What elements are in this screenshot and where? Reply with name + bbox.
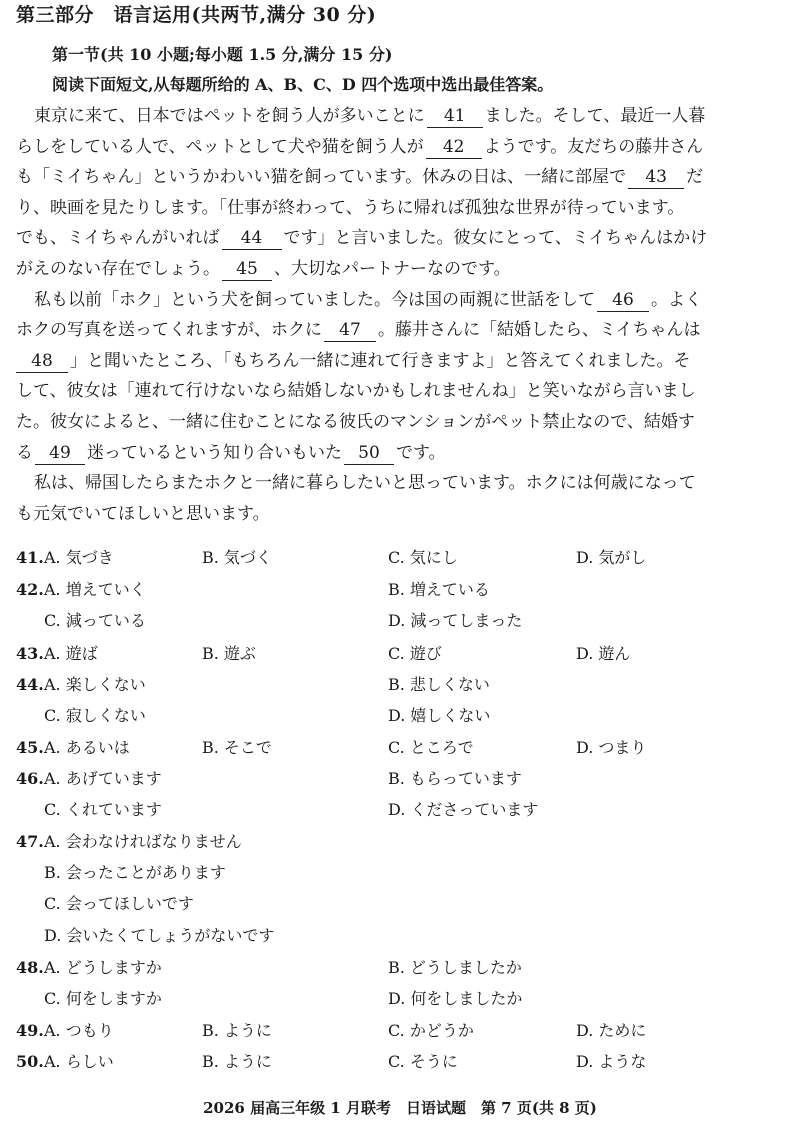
option-b: B. 悲しくない (388, 675, 490, 694)
option-b: B. 会ったことがあります (44, 863, 226, 882)
option-b: B. そこで (202, 738, 272, 757)
option-c: C. 気にし (388, 548, 458, 567)
option-b: B. どうしましたか (388, 958, 522, 977)
passage-text: ようです。友だちの藤井さん (483, 136, 704, 157)
passage-text: がえのない存在でしょう。 (16, 258, 220, 279)
passage-text: も「ミイちゃん」というかわいい猫を飼っています。休みの日は、一緒に部屋で (16, 167, 627, 188)
passage-text: 。よく (651, 289, 702, 310)
blank-43: 43 (628, 166, 684, 189)
passage-line (16, 132, 784, 163)
option-d: D. くださっています (388, 800, 539, 819)
passage-text: ホクの写真を送ってくれますが、ホクに (16, 320, 322, 341)
option-c: C. くれています (44, 800, 162, 819)
option-c: C. 何をしますか (44, 989, 162, 1008)
option-c: C. 寂しくない (44, 706, 146, 725)
option-d: D. 嬉しくない (388, 706, 491, 725)
blank-44: 44 (222, 227, 282, 250)
option-a: A. つもり (44, 1021, 114, 1040)
option-d: D. 会いたくてしょうがないです (44, 926, 275, 945)
option-a: A. 気づき (44, 548, 114, 567)
option-b: B. 増えている (388, 580, 490, 599)
option-c: C. ところで (388, 738, 474, 757)
option-c: C. そうに (388, 1052, 458, 1071)
option-c: C. かどうか (388, 1021, 474, 1040)
question-number: 43. (16, 644, 44, 663)
question-number: 41. (16, 548, 44, 567)
option-b: B. ように (202, 1052, 272, 1071)
option-b: B. 遊ぶ (202, 644, 256, 663)
blank-49: 49 (35, 442, 85, 465)
page-footer: 2026 届高三年级 1 月联考 日语试题 第 7 页(共 8 页) (203, 1099, 597, 1117)
option-a: A. どうしますか (44, 958, 162, 977)
passage-line: も元気でいてほしいと思います。 (16, 503, 270, 524)
passage-line: して、彼女は「連れて行けないなら結婚しないかもしれませんね」と笑いながら言いまし (16, 381, 696, 402)
passage-line (16, 162, 784, 193)
option-a: A. 遊ば (44, 644, 98, 663)
passage-text: だ (686, 167, 704, 188)
passage-text: です」と言いました。彼女にとって、ミイちゃんはかけ (283, 228, 708, 249)
passage-text: る (16, 442, 33, 463)
option-a: A. 増えていく (44, 580, 146, 599)
option-d: D. 気がし (576, 548, 647, 567)
option-d: D. 何をしましたか (388, 989, 523, 1008)
option-b: B. もらっています (388, 769, 522, 788)
passage-line (16, 438, 784, 469)
blank-45: 45 (222, 258, 272, 281)
option-d: D. ために (576, 1021, 647, 1040)
passage-text: 。藤井さんに「結婚したら、ミイちゃんは (378, 320, 701, 341)
section-title: 第三部分 语言运用(共两节,满分 30 分) (16, 4, 377, 26)
question-number: 44. (16, 675, 44, 694)
option-a: A. らしい (44, 1052, 114, 1071)
passage-text: です。 (396, 442, 446, 463)
option-a: A. あげています (44, 769, 162, 788)
blank-42: 42 (426, 136, 482, 159)
option-d: D. つまり (576, 738, 647, 757)
option-d: D. ような (576, 1052, 647, 1071)
blank-48: 48 (16, 350, 68, 373)
option-d: D. 遊ん (576, 644, 631, 663)
option-c: C. 会ってほしいです (44, 894, 194, 913)
passage-text: でも、ミイちゃんがいれば (16, 228, 220, 249)
passage-line (16, 315, 784, 346)
question-number: 42. (16, 580, 44, 599)
option-b: B. 気づく (202, 548, 272, 567)
question-number: 48. (16, 958, 44, 977)
passage-text: 、大切なパートナーなのです。 (274, 258, 511, 279)
question-number: 49. (16, 1021, 44, 1040)
question-number: 47. (16, 832, 44, 851)
option-a: A. あるいは (44, 738, 130, 757)
instruction: 阅读下面短文,从每题所给的 A、B、C、D 四个选项中选出最佳答案。 (52, 75, 554, 94)
passage-line (16, 285, 784, 316)
subsection-title: 第一节(共 10 小题;每小题 1.5 分,满分 15 分) (52, 45, 393, 64)
passage-text: 」と聞いたところ、「もちろん一緒に連れて行きますよ」と答えてくれました。そ (70, 350, 691, 371)
option-b: B. ように (202, 1021, 272, 1040)
reading-passage (16, 101, 784, 529)
passage-line (16, 254, 784, 285)
passage-line (16, 101, 784, 132)
option-a: A. 会わなければなりません (44, 832, 242, 851)
passage-line: 私は、帰国したらまたホクと一緒に暮らしたいと思っています。ホクには何歳になって (34, 473, 696, 494)
question-number: 45. (16, 738, 44, 757)
passage-text: 迷っているという知り合いもいた (87, 442, 342, 463)
option-c: C. 減っている (44, 611, 146, 630)
blank-46: 46 (597, 289, 649, 312)
passage-text: 私も以前「ホク」という犬を飼っていました。今は国の両親に世話をして (34, 289, 595, 310)
question-number: 46. (16, 769, 44, 788)
passage-text: らしをしている人で、ペットとして犬や猫を飼う人が (16, 136, 424, 157)
passage-line (16, 223, 784, 254)
passage-text: 東京に来て、日本ではペットを飼う人が多いことに (34, 106, 425, 126)
passage-text: ました。そして、最近一人暮 (484, 106, 706, 126)
question-number: 50. (16, 1052, 44, 1071)
passage-line: り、映画を見たりします。「仕事が終わって、うちに帰れば孤独な世界が待っています。 (16, 197, 685, 218)
passage-line (16, 346, 784, 377)
blank-50: 50 (344, 442, 394, 465)
option-a: A. 楽しくない (44, 675, 146, 694)
blank-41: 41 (427, 105, 483, 128)
option-c: C. 遊び (388, 644, 442, 663)
passage-line: た。彼女によると、一緒に住むことになる彼氏のマンションがペット禁止なので、結婚す (16, 411, 695, 432)
blank-47: 47 (324, 319, 376, 342)
option-d: D. 減ってしまった (388, 611, 523, 630)
